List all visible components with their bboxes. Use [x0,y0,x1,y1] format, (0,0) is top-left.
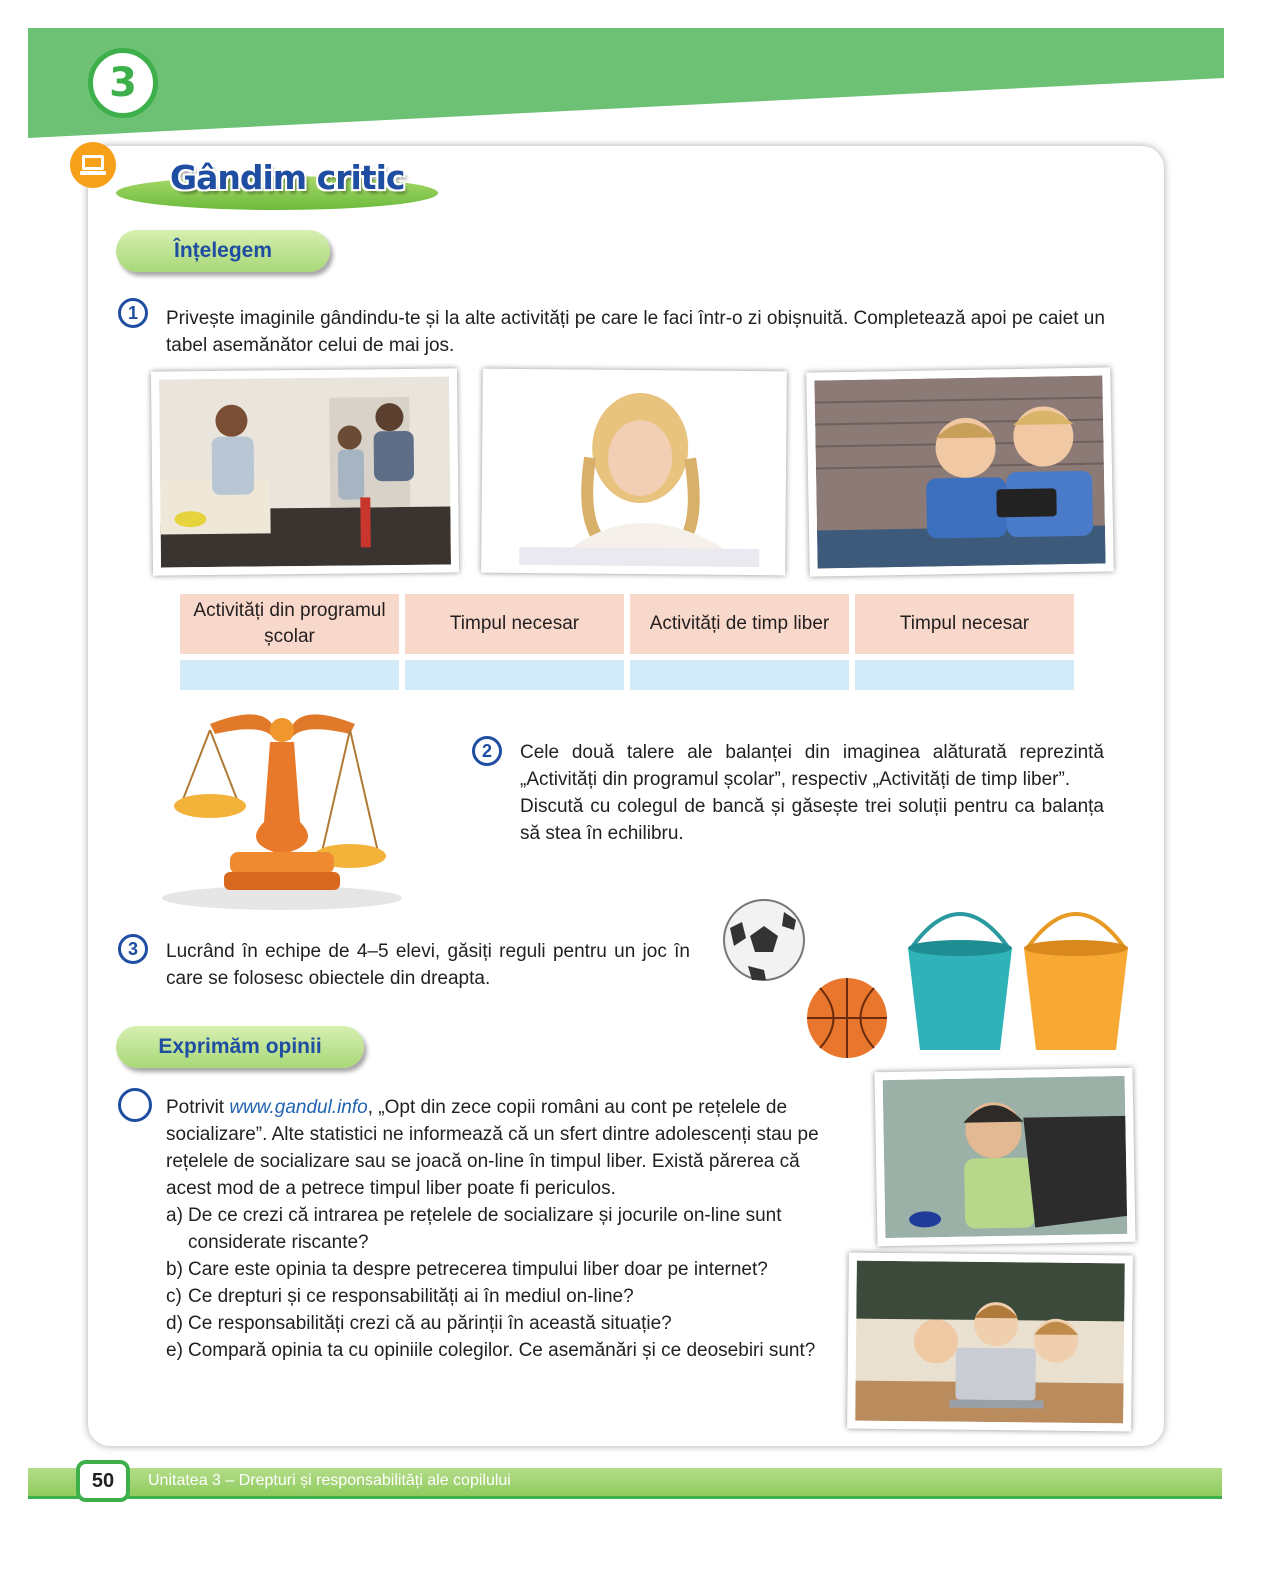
exercise-1-number: 1 [118,298,148,328]
question-item [166,1337,830,1364]
table-header-time-2: Timpul necesar [855,594,1074,654]
exercise-3-text: Lucrând în echipe de 4–5 elevi, găsiți reguli pentru un joc în care se folosesc obiectele din dreapta. [166,941,690,989]
table-header-school-activities: Activități din programul școlar [180,594,399,654]
photo-cleaning [151,368,459,575]
photo-boy-laptop [875,1068,1136,1246]
header-banner [28,28,1224,138]
exercise-2-number: 2 [472,736,502,766]
question-letter: a) [166,1205,183,1226]
exercise-2-paragraph-2: Discută cu colegul de bancă și găsește trei soluții pentru ca balanța să stea în echilibru. [520,796,1104,844]
question-text: Ce responsabilități crezi că au părinții în această situație? [188,1313,672,1334]
subsection-intelegem: Înțelegem [116,230,330,272]
table-cell [405,660,624,690]
footer-text: Unitatea 3 – Drepturi și responsabilități ale copilului [148,1472,511,1489]
game-objects-image [722,898,1142,1058]
page-number: 50 [76,1460,130,1502]
computer-icon [70,142,116,188]
question-text: Ce drepturi și ce responsabilități ai în mediul on-line? [188,1286,634,1307]
photo-kids-laptop [847,1253,1133,1432]
table-header-time-1: Timpul necesar [405,594,624,654]
activities-table [174,594,1080,690]
question-letter: d) [166,1313,183,1334]
question-letter: b) [166,1259,183,1280]
exercise-1-text: Privește imaginile gândindu-te și la alte activități pe care le faci într-o zi obișnuită. Completează apoi pe caiet un tabel asemănător celui de mai jos. [166,308,1105,356]
exercise-4-marker [118,1088,152,1122]
source-link[interactable]: www.gandul.info [229,1097,368,1118]
question-item [166,1256,830,1283]
subsection-exprimam: Exprimăm opinii [116,1026,364,1068]
question-item [166,1202,830,1256]
balance-scale-image [150,702,420,914]
exercise-3-number: 3 [118,934,148,964]
exercise-4-body: , „Opt din zece copii români au cont pe rețelele de socializare”. Alte statistici ne informează că un sfert dintre adolescenți stau pe rețelele de socializare sau se joacă on-line în timpul liber. Există părerea că acest mod de a petrece timpul liber poate fi periculos. [166,1097,819,1199]
exercise-4-lead: Potrivit [166,1097,230,1118]
question-text: De ce crezi că intrarea pe rețelele de socializare și jocurile on-line sunt considerate riscante? [188,1205,782,1253]
question-item [166,1283,830,1310]
table-cell [630,660,849,690]
exercise-4-questions [166,1202,830,1364]
unit-number: 3 [109,60,137,106]
table-cell [855,660,1074,690]
question-text: Care este opinia ta despre petrecerea timpului liber doar pe internet? [188,1259,768,1280]
table-cell [180,660,399,690]
photo-boys-phone [806,367,1114,576]
question-text: Compară opinia ta cu opiniile colegilor. Ce asemănări și ce deosebiri sunt? [188,1340,816,1361]
exercise-2-text [520,739,1104,847]
photo-girl-writing [481,369,787,576]
unit-number-badge [88,48,158,118]
question-letter: e) [166,1340,183,1361]
question-item [166,1310,830,1337]
exercise-2-paragraph-1: Cele două talere ale balanței din imaginea alăturată reprezintă „Activități din programul școlar”, respectiv „Activități de timp liber”. [520,742,1104,790]
exercise-4-text [166,1094,830,1364]
section-title: Gândim critic [170,158,405,197]
question-letter: c) [166,1286,182,1307]
table-header-free-time-activities: Activități de timp liber [630,594,849,654]
